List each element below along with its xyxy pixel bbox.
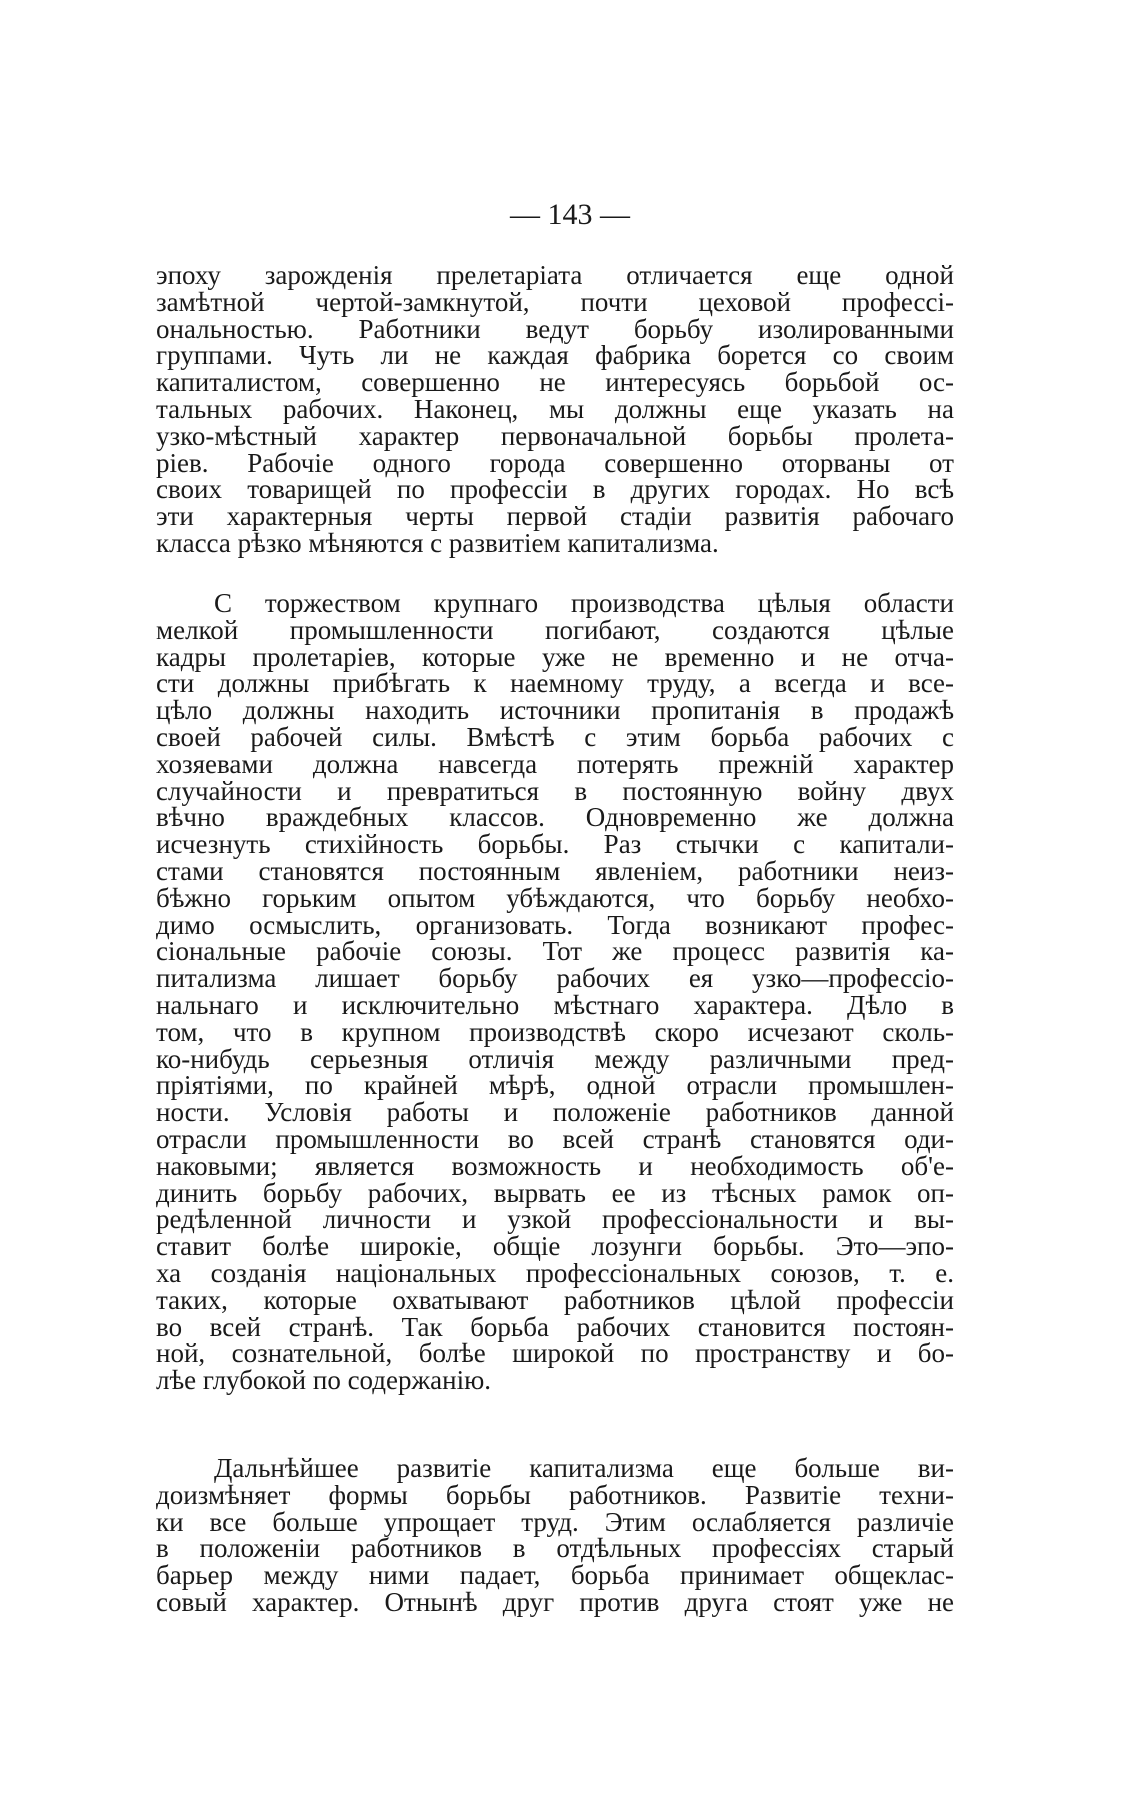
text-line: капиталистом, совершенно не интересуясь борьбой ос- <box>156 367 954 398</box>
text-line: своих товарищей по профессіи в других городах. Но всѣ <box>156 474 954 505</box>
text-line: ко-нибудь серьезныя отличія между различными пред- <box>156 1043 954 1074</box>
text-line: случайности и превратиться в постоянную войну двух <box>156 775 954 806</box>
text-line: эти характерныя черты первой стадіи развитія рабочаго <box>156 501 954 532</box>
text-line: класса рѣзко мѣняются с развитіем капитализма. <box>156 527 719 558</box>
paragraph-1 <box>156 262 954 557</box>
text-line: во всей странѣ. Так борьба рабочих становится постоян- <box>156 1311 954 1342</box>
paragraph-3 <box>156 1455 954 1616</box>
text-line: барьер между ними падает, борьба принимает общеклас- <box>156 1560 954 1591</box>
text-line: узко-мѣстный характер первоначальной борьбы пролета- <box>156 420 954 451</box>
page-number: — 143 — <box>510 198 630 231</box>
text-line: ной, сознательной, болѣе широкой по пространству и бо- <box>156 1338 954 1369</box>
text-line: отрасли промышленности во всей странѣ становятся оди- <box>156 1123 954 1154</box>
text-line: питализма лишает борьбу рабочих ея узко—профессіо- <box>156 963 954 994</box>
text-line: ставит болѣе широкіе, общіе лозунги борьбы. Это—эпо- <box>156 1231 954 1262</box>
text-line: замѣтной чертой-замкнутой, почти цеховой профессі- <box>156 286 954 317</box>
text-line: кадры пролетаріев, которые уже не временно и не отча- <box>156 641 954 672</box>
text-line: своей рабочей силы. Вмѣстѣ с этим борьба рабочих с <box>156 721 954 752</box>
text-line: пріятіями, по крайней мѣрѣ, одной отрасли промышлен- <box>156 1070 954 1101</box>
text-line: ки все больше упрощает труд. Этим ослабляется различіе <box>156 1506 954 1537</box>
text-line: наковыми; является возможность и необходимость об'е- <box>156 1150 954 1181</box>
text-line: вѣчно враждебных классов. Одновременно же должна <box>156 802 954 833</box>
text-line: группами. Чуть ли не каждая фабрика борется со своим <box>156 340 954 371</box>
text-line: мелкой промышленности погибают, создаются цѣлые <box>156 614 954 645</box>
text-line: сіональные рабочіе союзы. Тот же процесс развитія ка- <box>156 936 954 967</box>
text-line: доизмѣняет формы борьбы работников. Развитіе техни- <box>156 1479 954 1510</box>
text-line: стами становятся постоянным явленіем, работники неиз- <box>156 855 954 886</box>
text-line: исчезнуть стихійность борьбы. Раз стычки с капитали- <box>156 829 954 860</box>
text-line: динить борьбу рабочих, вырвать ее из тѣсных рамок оп- <box>156 1177 954 1208</box>
text-line: совый характер. Отнынѣ друг против друга стоят уже не <box>156 1586 954 1617</box>
text-line: ональностью. Работники ведут борьбу изолированными <box>156 313 954 344</box>
text-line: том, что в крупном производствѣ скоро исчезают сколь- <box>156 1016 954 1047</box>
text-line: ности. Условія работы и положеніе работников данной <box>156 1097 954 1128</box>
text-line: в положеніи работников в отдѣльных профессіях старый <box>156 1533 954 1564</box>
text-line: эпоху зарожденія прелетаріата отличается еще одной <box>156 260 954 290</box>
text-line: редѣленной личности и узкой профессіональности и вы- <box>156 1204 954 1235</box>
text-line: таких, которые охватывают работников цѣлой профессіи <box>156 1284 954 1315</box>
text-line: нальнаго и исключительно мѣстнаго характера. Дѣло в <box>156 989 954 1020</box>
text-line: лѣе глубокой по содержанію. <box>156 1365 492 1396</box>
text-line: бѣжно горьким опытом убѣждаются, что борьбу необхо- <box>156 882 954 913</box>
text-line: димо осмыслить, организовать. Тогда возникают профес- <box>156 909 954 940</box>
text-line: ха созданія національных профессіональных союзов, т. е. <box>156 1257 954 1288</box>
text-line: цѣло должны находить источники пропитанія в продажѣ <box>156 695 954 726</box>
text-line: тальных рабочих. Наконец, мы должны еще указать на <box>156 393 954 424</box>
text-line: Дальнѣйшее развитіе капитализма еще больше ви- <box>214 1453 954 1483</box>
text-line: С торжеством крупнаго производства цѣлыя области <box>214 588 954 618</box>
text-line: хозяевами должна навсегда потерять прежній характер <box>156 748 954 779</box>
paragraph-2 <box>156 590 954 1394</box>
text-line: ріев. Рабочіе одного города совершенно оторваны от <box>156 447 954 478</box>
text-line: сти должны прибѣгать к наемному труду, а всегда и все- <box>156 668 954 699</box>
